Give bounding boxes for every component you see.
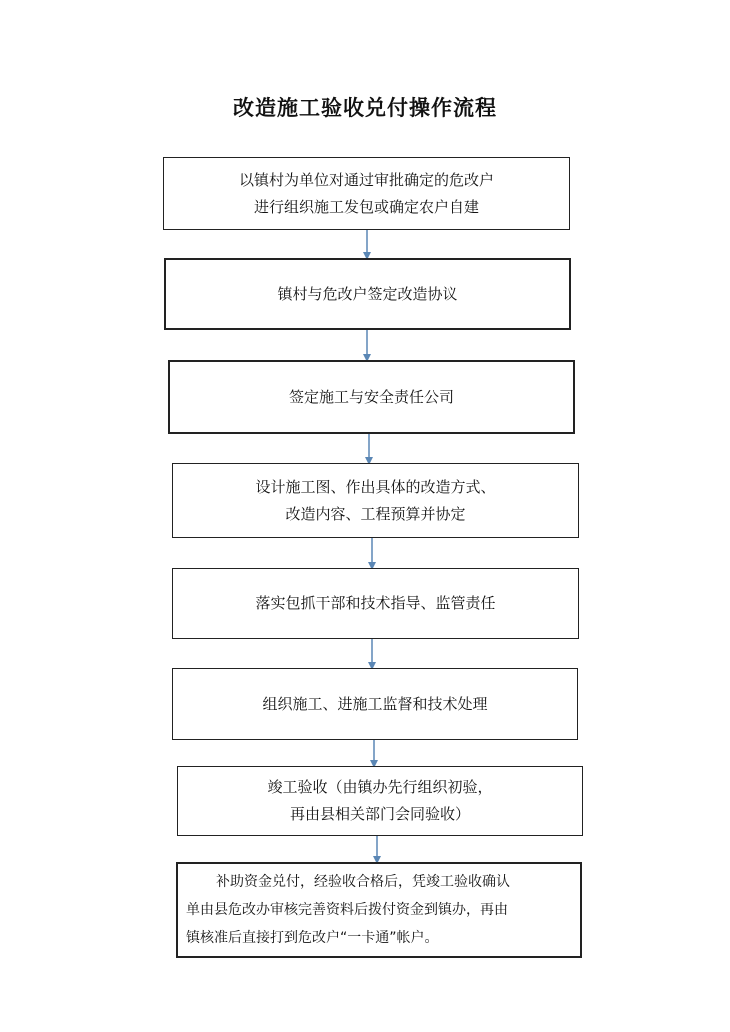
flow-step-5 xyxy=(172,568,579,639)
step-8-line-1: 补助资金兑付，经验收合格后，凭竣工验收确认 xyxy=(216,874,510,890)
page-title: 改造施工验收兑付操作流程 xyxy=(233,95,497,120)
flow-step-3 xyxy=(168,360,575,434)
step-4-line-2: 改造内容、工程预算并协定 xyxy=(285,504,466,523)
flow-step-6 xyxy=(172,668,578,740)
flow-step-2 xyxy=(164,258,571,330)
step-1-line-1: 以镇村为单位对通过审批确定的危改户 xyxy=(238,170,494,189)
step-8-line-2: 单由县危改办审核完善资料后拨付资金到镇办，再由 xyxy=(186,902,508,918)
flow-step-7 xyxy=(177,766,583,836)
step-5-line-1: 落实包抓干部和技术指导、监管责任 xyxy=(255,594,496,612)
step-7-line-1: 竣工验收（由镇办先行组织初验， xyxy=(267,778,493,796)
step-7-line-2: 再由县相关部门会同验收） xyxy=(289,805,470,823)
step-3-line-1: 签定施工与安全责任公司 xyxy=(288,387,454,406)
step-8-line-3: 镇核准后直接打到危改户“一卡通”帐户。 xyxy=(186,930,439,946)
flow-step-8 xyxy=(176,862,582,958)
step-1-line-2: 进行组织施工发包或确定农户自建 xyxy=(253,197,479,216)
flow-step-1 xyxy=(163,157,570,230)
step-4-line-1: 设计施工图、作出具体的改造方式、 xyxy=(255,477,496,496)
flow-step-4 xyxy=(172,463,579,538)
step-2-line-1: 镇村与危改户签定改造协议 xyxy=(277,284,458,303)
step-6-line-1: 组织施工、进施工监督和技术处理 xyxy=(262,694,488,713)
